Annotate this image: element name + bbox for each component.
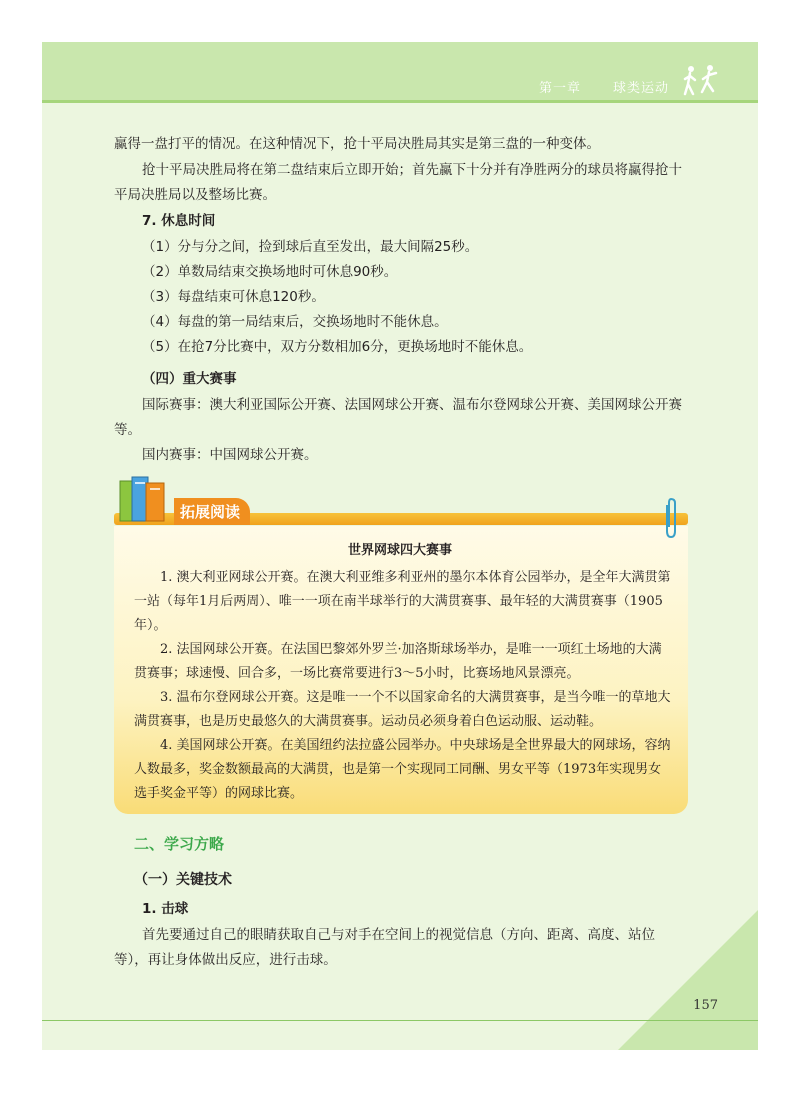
rest-heading: 7. 休息时间 (142, 213, 216, 229)
reading-title: 世界网球四大赛事 (347, 543, 452, 558)
reading-item: 4. 美国网球公开赛。在美国纽约法拉盛公园举办。中央球场是全世界最大的网球场，容纳人数最多，奖金数额最高的大满贯，也是第一个实现同工同酬、男女平等（1973年实现男女选手奖金平等）的网球比赛。 (134, 738, 671, 801)
footer-divider (42, 1020, 758, 1021)
section-paragraph: 首先要通过自己的眼睛获取自己与对手在空间上的视觉信息（方向、距离、高度、站位等），再让身体做出反应，进行击球。 (114, 927, 655, 968)
header-divider (42, 100, 758, 103)
books-icon (118, 475, 174, 523)
reading-item: 1. 澳大利亚网球公开赛。在澳大利亚维多利亚州的墨尔本体育公园举办，是全年大满贯第一站（每年1月后两周）、唯一一项在南半球举行的大满贯赛事、最年轻的大满贯赛事（1905年）。 (134, 570, 671, 633)
reading-item: 2. 法国网球公开赛。在法国巴黎郊外罗兰·加洛斯球场举办，是唯一一项红土场地的大满贯赛事；球速慢、回合多，一场比赛常要进行3～5小时，比赛场地风景漂亮。 (134, 642, 662, 681)
rest-item: （2）单数局结束交换场地时可休息90秒。 (142, 264, 398, 280)
runner-icon (682, 64, 726, 100)
rest-item: （4）每盘的第一局结束后，交换场地时不能休息。 (142, 314, 448, 330)
paragraph-1: 赢得一盘打平的情况。在这种情况下，抢十平局决胜局其实是第三盘的一种变体。 (114, 136, 600, 152)
item-heading: 1. 击球 (142, 901, 189, 917)
rest-item: （1）分与分之间，捡到球后直至发出，最大间隔25秒。 (142, 239, 479, 255)
reading-item: 3. 温布尔登网球公开赛。这是唯一一个不以国家命名的大满贯赛事，是当今唯一的草地大满贯赛事，也是历史最悠久的大满贯赛事。运动员必须身着白色运动服、运动鞋。 (134, 690, 671, 729)
rest-item: （3）每盘结束可休息120秒。 (142, 289, 325, 305)
paperclip-icon (662, 497, 680, 541)
intl-events: 国际赛事：澳大利亚国际公开赛、法国网球公开赛、温布尔登网球公开赛、美国网球公开赛等。 (114, 397, 682, 438)
section-heading: 二、学习方略 (134, 835, 225, 853)
reading-label: 拓展阅读 (174, 498, 250, 525)
chapter-title: 球类运动 (613, 81, 670, 96)
chapter-number: 第一章 (539, 81, 582, 96)
page-number: 157 (693, 998, 718, 1013)
events-heading: （四）重大赛事 (142, 371, 237, 387)
paragraph-2: 抢十平局决胜局将在第二盘结束后立即开始；首先赢下十分并有净胜两分的球员将赢得抢十平局决胜局以及整场比赛。 (114, 162, 682, 203)
rest-item: （5）在抢7分比赛中，双方分数相加6分，更换场地时不能休息。 (142, 339, 533, 355)
subsection-heading: （一）关键技术 (134, 872, 232, 888)
domestic-events: 国内赛事：中国网球公开赛。 (142, 447, 318, 463)
page (42, 42, 758, 1050)
